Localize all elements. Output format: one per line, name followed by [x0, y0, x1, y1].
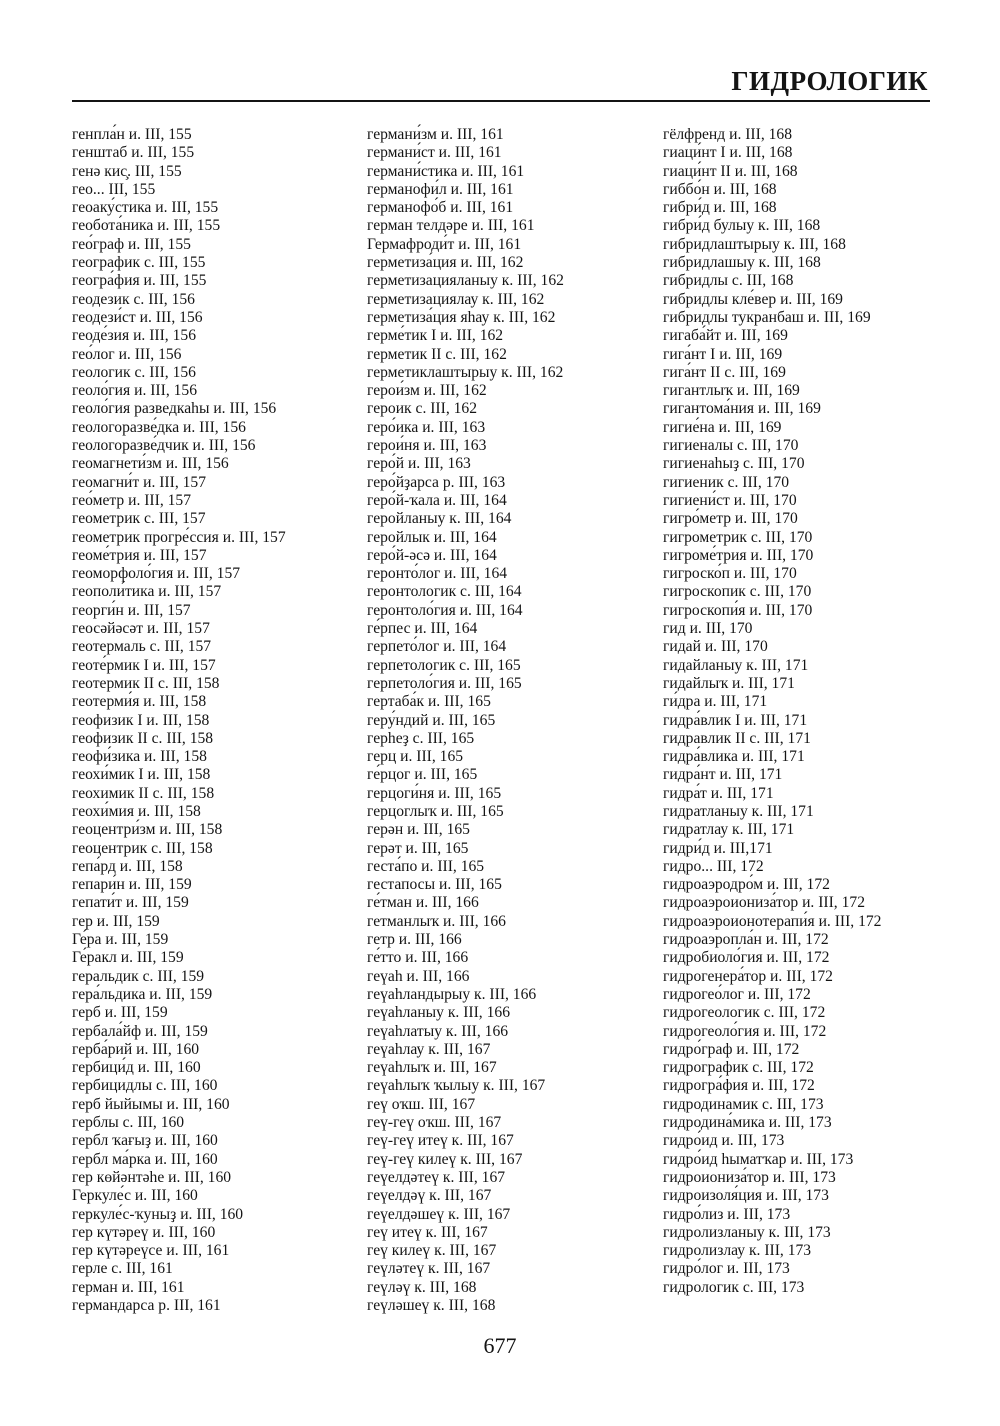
index-entry: геобота́ника и. III, 155	[72, 217, 221, 235]
index-entry: гиаци́нт I и. III, 168	[663, 144, 793, 162]
index-entry: гидродина́мика и. III, 173	[663, 1114, 832, 1132]
index-entry: гид и. III, 170	[663, 620, 753, 638]
index-entry: гидра́т и. III, 171	[663, 784, 774, 802]
index-entry: гестапосы и. III, 165	[367, 876, 502, 894]
index-entry: геоло́гия разведкаһы и. III, 156	[72, 400, 277, 418]
index-entry: геотермаль с. III, 157	[72, 638, 212, 656]
index-entry: гиббо́н и. III, 168	[663, 180, 777, 198]
index-entry: геүләтеү к. III, 167	[367, 1260, 491, 1278]
index-entry: герметизациялау к. III, 162	[367, 290, 545, 308]
index-entry: геометрик прогре́ссия и. III, 157	[72, 528, 286, 546]
index-entry: гепа́рд и. III, 158	[72, 857, 183, 875]
index-entry: геомагнети́зм и. III, 156	[72, 455, 229, 473]
index-entry: геотермик II с. III, 158	[72, 674, 220, 692]
index-entry: гибридлаштырыу к. III, 168	[663, 235, 846, 253]
index-entry: герме́тик I и. III, 162	[367, 327, 504, 345]
index-entry: геро́ика и. III, 163	[367, 418, 486, 436]
index-entry: геоаку́стика и. III, 155	[72, 199, 219, 217]
index-entry: гидри́д и. III,171	[663, 839, 773, 857]
index-entry: гер күтәреү и. III, 160	[72, 1223, 216, 1241]
page-number: 677	[483, 1333, 517, 1358]
index-entry: гидрогенера́тор и. III, 172	[663, 967, 833, 985]
index-entry: геральдик с. III, 159	[72, 967, 205, 985]
index-entry: герман телдәре и. III, 161	[367, 217, 535, 235]
index-entry: геүелдәү к. III, 167	[367, 1187, 492, 1205]
index-entry: гидрогеологик с. III, 172	[663, 1004, 826, 1022]
index-entry: гибри́д булыу к. III, 168	[663, 217, 821, 235]
index-entry: геоте́рмик I и. III, 157	[72, 656, 216, 674]
index-entry: геү-геү итеү к. III, 167	[367, 1132, 514, 1150]
index-entry: генштаб и. III, 155	[72, 144, 195, 162]
index-entry: герметизацияланыу к. III, 162	[367, 272, 564, 290]
index-entry: германи́стика и. III, 161	[367, 162, 525, 180]
index-entry: гидробиоло́гия и. III, 172	[663, 949, 830, 967]
index-entry: геофи́зика и. III, 158	[72, 748, 207, 766]
index-entry: геүаһлыҡ ҡылыу к. III, 167	[367, 1077, 546, 1095]
running-head: ГИДРОЛОГИК	[731, 66, 928, 96]
index-entry: генпла́н и. III, 155	[72, 126, 192, 143]
index-entry: геронтологик с. III, 164	[367, 583, 522, 601]
index-entry: гигиенаһыҙ с. III, 170	[663, 455, 805, 473]
index-entry: геүелдәтеү к. III, 167	[367, 1168, 506, 1186]
index-entry: гидроаэропла́н и. III, 172	[663, 931, 829, 949]
index-entry: геү килеү к. III, 167	[367, 1242, 497, 1260]
index-entry: геоме́трия и. III, 157	[72, 546, 207, 564]
index-entry: Ге́ракл и. III, 159	[72, 949, 184, 967]
index-entry: геройлык и. III, 164	[367, 528, 497, 546]
index-entry: гибридлы тукранбаш и. III, 169	[663, 308, 871, 326]
index-entry: геронтоло́гия и. III, 164	[367, 601, 523, 619]
index-entry: геста́по и. III, 165	[367, 857, 485, 875]
index-entry: гербици́д и. III, 160	[72, 1059, 201, 1077]
index-entry: гигаба́йт и. III, 169	[663, 327, 788, 345]
index-entry: гидролизланыу к. III, 173	[663, 1223, 831, 1241]
index-entry: ге́рцог и. III, 165	[367, 766, 478, 784]
column-1	[72, 126, 286, 1315]
index-entry: гидрографик с. III, 172	[663, 1059, 814, 1077]
index-entry: гибри́д и. III, 168	[663, 199, 777, 217]
index-entry: гигроме́трия и. III, 170	[663, 546, 814, 564]
index-entry: геологик с. III, 156	[72, 363, 196, 381]
index-entry: гидроаэроионотерапи́я и. III, 172	[663, 912, 882, 930]
index-entry: герәт и. III, 165	[367, 839, 469, 857]
index-entry: гера́льдика и. III, 159	[72, 985, 213, 1003]
index-entry: гидролизлау к. III, 173	[663, 1242, 812, 1260]
index-entry: герцоглыҡ и. III, 165	[367, 802, 504, 820]
index-entry: геохи́мия и. III, 158	[72, 802, 201, 820]
index-entry: гепари́н и. III, 159	[72, 876, 192, 894]
index-entry: геохимик II с. III, 158	[72, 784, 215, 802]
index-entry: Гермафроди́т и. III, 161	[367, 235, 522, 253]
index-entry: гигиеник с. III, 170	[663, 473, 790, 491]
index-entry: геоцентри́зм и. III, 158	[72, 821, 223, 839]
index-entry: геофизик I и. III, 158	[72, 711, 210, 729]
index-entry: гео́лог и. III, 156	[72, 345, 182, 363]
index-entry: герән и. III, 165	[367, 821, 470, 839]
index-entry: гидратланыу к. III, 171	[663, 802, 814, 820]
index-entry: геосәйәсәт и. III, 157	[72, 620, 210, 638]
index-entry: гербл ҡағыҙ и. III, 160	[72, 1132, 218, 1150]
index-entry: гидайлыҡ и. III, 171	[663, 674, 795, 692]
index-entry: германофи́л и. III, 161	[367, 180, 514, 198]
index-entry: гидравлик II с. III, 171	[663, 729, 811, 747]
index-entry: геү итеү к. III, 167	[367, 1223, 488, 1241]
index-entry: гигроскопик с. III, 170	[663, 583, 812, 601]
index-entry: гидра́влик I и. III, 171	[663, 711, 808, 729]
index-entry: гига́нт I и. III, 169	[663, 345, 783, 363]
index-entry: гидроиониза́тор и. III, 173	[663, 1168, 836, 1186]
index-entry: геотерми́я и. III, 158	[72, 693, 207, 711]
index-entry: геру́ндий и. III, 165	[367, 711, 496, 729]
index-entry: геогра́фия и. III, 155	[72, 272, 207, 290]
index-entry: геоло́гия и. III, 156	[72, 382, 198, 400]
column-2	[367, 126, 564, 1315]
index-entry: гидай и. III, 170	[663, 638, 768, 656]
index-entry: германи́зм и. III, 161	[367, 126, 504, 143]
index-entry: герметиклаштырыу к. III, 162	[367, 363, 564, 381]
index-entry: георги́н и. III, 157	[72, 601, 191, 619]
index-entry: герб и. III, 159	[72, 1004, 168, 1022]
index-entry: геү-геү килеү к. III, 167	[367, 1150, 523, 1168]
index-entry: геүләшеү к. III, 168	[367, 1297, 496, 1314]
index-entry: геро́йҙарса р. III, 163	[367, 473, 506, 491]
index-entry: герблы с. III, 160	[72, 1114, 185, 1132]
index-entry: геүаһлатыу к. III, 166	[367, 1022, 509, 1040]
index-entry: гиаци́нт II и. III, 168	[663, 162, 798, 180]
index-entry: геоморфоло́гия и. III, 157	[72, 565, 241, 583]
index-entry: гео́метр и. III, 157	[72, 491, 192, 509]
index-entry: гига́нт II с. III, 169	[663, 363, 786, 381]
index-entry: генә кис̧. III, 155	[72, 162, 182, 180]
index-entry: гидро́ид һыматҡар и. III, 173	[663, 1150, 854, 1168]
index-entry: гигантома́ния и. III, 169	[663, 400, 821, 418]
index-entry: ге́рпес и. III, 164	[367, 620, 478, 638]
index-entry: геоцентрик с. III, 158	[72, 839, 213, 857]
index-entry: гер көйәнтәһе и. III, 160	[72, 1168, 232, 1186]
index-entry: гидро́граф и. III, 172	[663, 1040, 800, 1058]
index-entry: гепати́т и. III, 159	[72, 894, 189, 912]
index-entry: герметик II с. III, 162	[367, 345, 507, 363]
index-entry: германи́ст и. III, 161	[367, 144, 502, 162]
index-entry: геоде́зия и. III, 156	[72, 327, 196, 345]
index-entry: геодезик с. III, 156	[72, 290, 195, 308]
index-entry: герба́рий и. III, 160	[72, 1040, 200, 1058]
index-entry: герои́зм и. III, 162	[367, 382, 487, 400]
index-entry: гидрологик с. III, 173	[663, 1278, 805, 1296]
index-entry: Геркуле́с и. III, 160	[72, 1187, 198, 1205]
index-entry: гидрогра́фия и. III, 172	[663, 1077, 815, 1095]
index-entry: гео... III, 155	[72, 180, 156, 198]
index-entry: гигие́на и. III, 169	[663, 418, 782, 436]
index-entry: гер и. III, 159	[72, 912, 160, 930]
index-entry: гигиеналы с. III, 170	[663, 437, 799, 455]
index-entry: германдарса р. III, 161	[72, 1297, 221, 1314]
index-entry: гидроизоля́ция и. III, 173	[663, 1187, 829, 1205]
index-entry: гигро́метр и. III, 170	[663, 510, 798, 528]
index-entry: геофизик II с. III, 158	[72, 729, 214, 747]
index-entry: геүаһланыу к. III, 166	[367, 1004, 510, 1022]
index-entry: герметиза́ция и. III, 162	[367, 254, 524, 272]
index-entry: герц и. III, 165	[367, 748, 464, 766]
index-entry: гигиени́ст и. III, 170	[663, 491, 797, 509]
index-entry: гибридлы с. III, 168	[663, 272, 794, 290]
index-entry: геро́й-әсә и. III, 164	[367, 546, 497, 564]
index-entry: германофо́б и. III, 161	[367, 199, 514, 217]
index-entry: гидра́влика и. III, 171	[663, 748, 805, 766]
index-entry: герпето́лог и. III, 164	[367, 638, 507, 656]
index-entry: геомагни́т и. III, 157	[72, 473, 207, 491]
index-entry: герб йыйымы и. III, 160	[72, 1095, 230, 1113]
index-entry: геүләү к. III, 168	[367, 1278, 477, 1296]
index-entry: герман и. III, 161	[72, 1278, 185, 1296]
index-entry: геройланыу к. III, 164	[367, 510, 512, 528]
index-entry: геү-геү оҡш. III, 167	[367, 1114, 502, 1132]
index-entry: гидро... III, 172	[663, 857, 764, 875]
index-entry: гёлфренд и. III, 168	[663, 126, 793, 143]
index-entry: гербицидлы с. III, 160	[72, 1077, 218, 1095]
index-entry: геү оҡш. III, 167	[367, 1095, 476, 1113]
index-entry: Ге́ра и. III, 159	[72, 931, 169, 949]
index-entry: гидайланыу к. III, 171	[663, 656, 809, 674]
index-entry: герпетологик с. III, 165	[367, 656, 521, 674]
index-entry: гидро́лог и. III, 173	[663, 1260, 790, 1278]
header-rule	[72, 100, 930, 102]
index-entry: гигантлыҡ и. III, 169	[663, 382, 800, 400]
index-entry: гетманлыҡ и. III, 166	[367, 912, 506, 930]
index-entry: географик с. III, 155	[72, 254, 206, 272]
index-entry: геополи́тика и. III, 157	[72, 583, 222, 601]
index-entry: гербл ма́рка и. III, 160	[72, 1150, 218, 1168]
index-entry: гидрогео́лог и. III, 172	[663, 985, 811, 1003]
index-entry: гидроаэродро́м и. III, 172	[663, 876, 830, 894]
index-entry: геүаһлыҡ и. III, 167	[367, 1059, 497, 1077]
index-entry: герметиза́ция яһау к. III, 162	[367, 308, 556, 326]
index-entry: гидратлау к. III, 171	[663, 821, 795, 839]
index-entry: гигроско́п и. III, 170	[663, 565, 797, 583]
index-entry: гербала́йф и. III, 159	[72, 1022, 208, 1040]
index-entry: герпетоло́гия и. III, 165	[367, 674, 522, 692]
index-entry: гидрогеоло́гия и. III, 172	[663, 1022, 827, 1040]
index-entry: гео́граф и. III, 155	[72, 235, 191, 253]
index-entry: гибридлашыу к. III, 168	[663, 254, 821, 272]
index-entry: гертаба́к и. III, 165	[367, 693, 491, 711]
index-entry: ге́тто и. III, 166	[367, 949, 469, 967]
index-entry: гидроаэроиониза́тор и. III, 172	[663, 894, 865, 912]
index-entry: геүаһлау к. III, 167	[367, 1040, 491, 1058]
index-entry: геологоразве́дчик и. III, 156	[72, 437, 256, 455]
index-entry: геронто́лог и. III, 164	[367, 565, 508, 583]
index-entry: геро́й-ҡала и. III, 164	[367, 491, 507, 509]
index-entry: гидро́лиз и. III, 173	[663, 1205, 791, 1223]
index-entry: гидра́нт и. III, 171	[663, 766, 783, 784]
index-entry: героик с. III, 162	[367, 400, 478, 418]
index-entry: ге́тман и. III, 166	[367, 894, 479, 912]
index-entry: геүаһ и. III, 166	[367, 967, 470, 985]
index-entry: герһеҙ с. III, 165	[367, 729, 475, 747]
index-entry: гер күтәреүсе и. III, 161	[72, 1242, 230, 1260]
index-entry: геро́й и. III, 163	[367, 455, 471, 473]
index-entry: ги́дра и. III, 171	[663, 693, 768, 711]
index-entry: гидродинамик с. III, 173	[663, 1095, 824, 1113]
index-entry: геологоразве́дка и. III, 156	[72, 418, 246, 436]
column-3	[663, 126, 881, 1297]
index-entry: гигроскопи́я и. III, 170	[663, 601, 813, 619]
index-entry: геодези́ст и. III, 156	[72, 308, 203, 326]
index-entry: герои́ня и. III, 163	[367, 437, 487, 455]
index-entry: гигрометрик с. III, 170	[663, 528, 813, 546]
index-entry: гибридлы кле́вер и. III, 169	[663, 290, 843, 308]
index-entry: гидро́ид и. III, 173	[663, 1132, 785, 1150]
index-entry: герле с. III, 161	[72, 1260, 173, 1278]
index-entry: гетр и. III, 166	[367, 931, 462, 949]
index-entry: геохи́мик I и. III, 158	[72, 766, 211, 784]
index-entry: геометрик с. III, 157	[72, 510, 206, 528]
index-entry: герцоги́ня и. III, 165	[367, 784, 502, 802]
index-entry: геркуле́с-ҡуныҙ и. III, 160	[72, 1205, 244, 1223]
index-entry: геүаһландырыу к. III, 166	[367, 985, 537, 1003]
index-entry: геүелдәшеү к. III, 167	[367, 1205, 511, 1223]
